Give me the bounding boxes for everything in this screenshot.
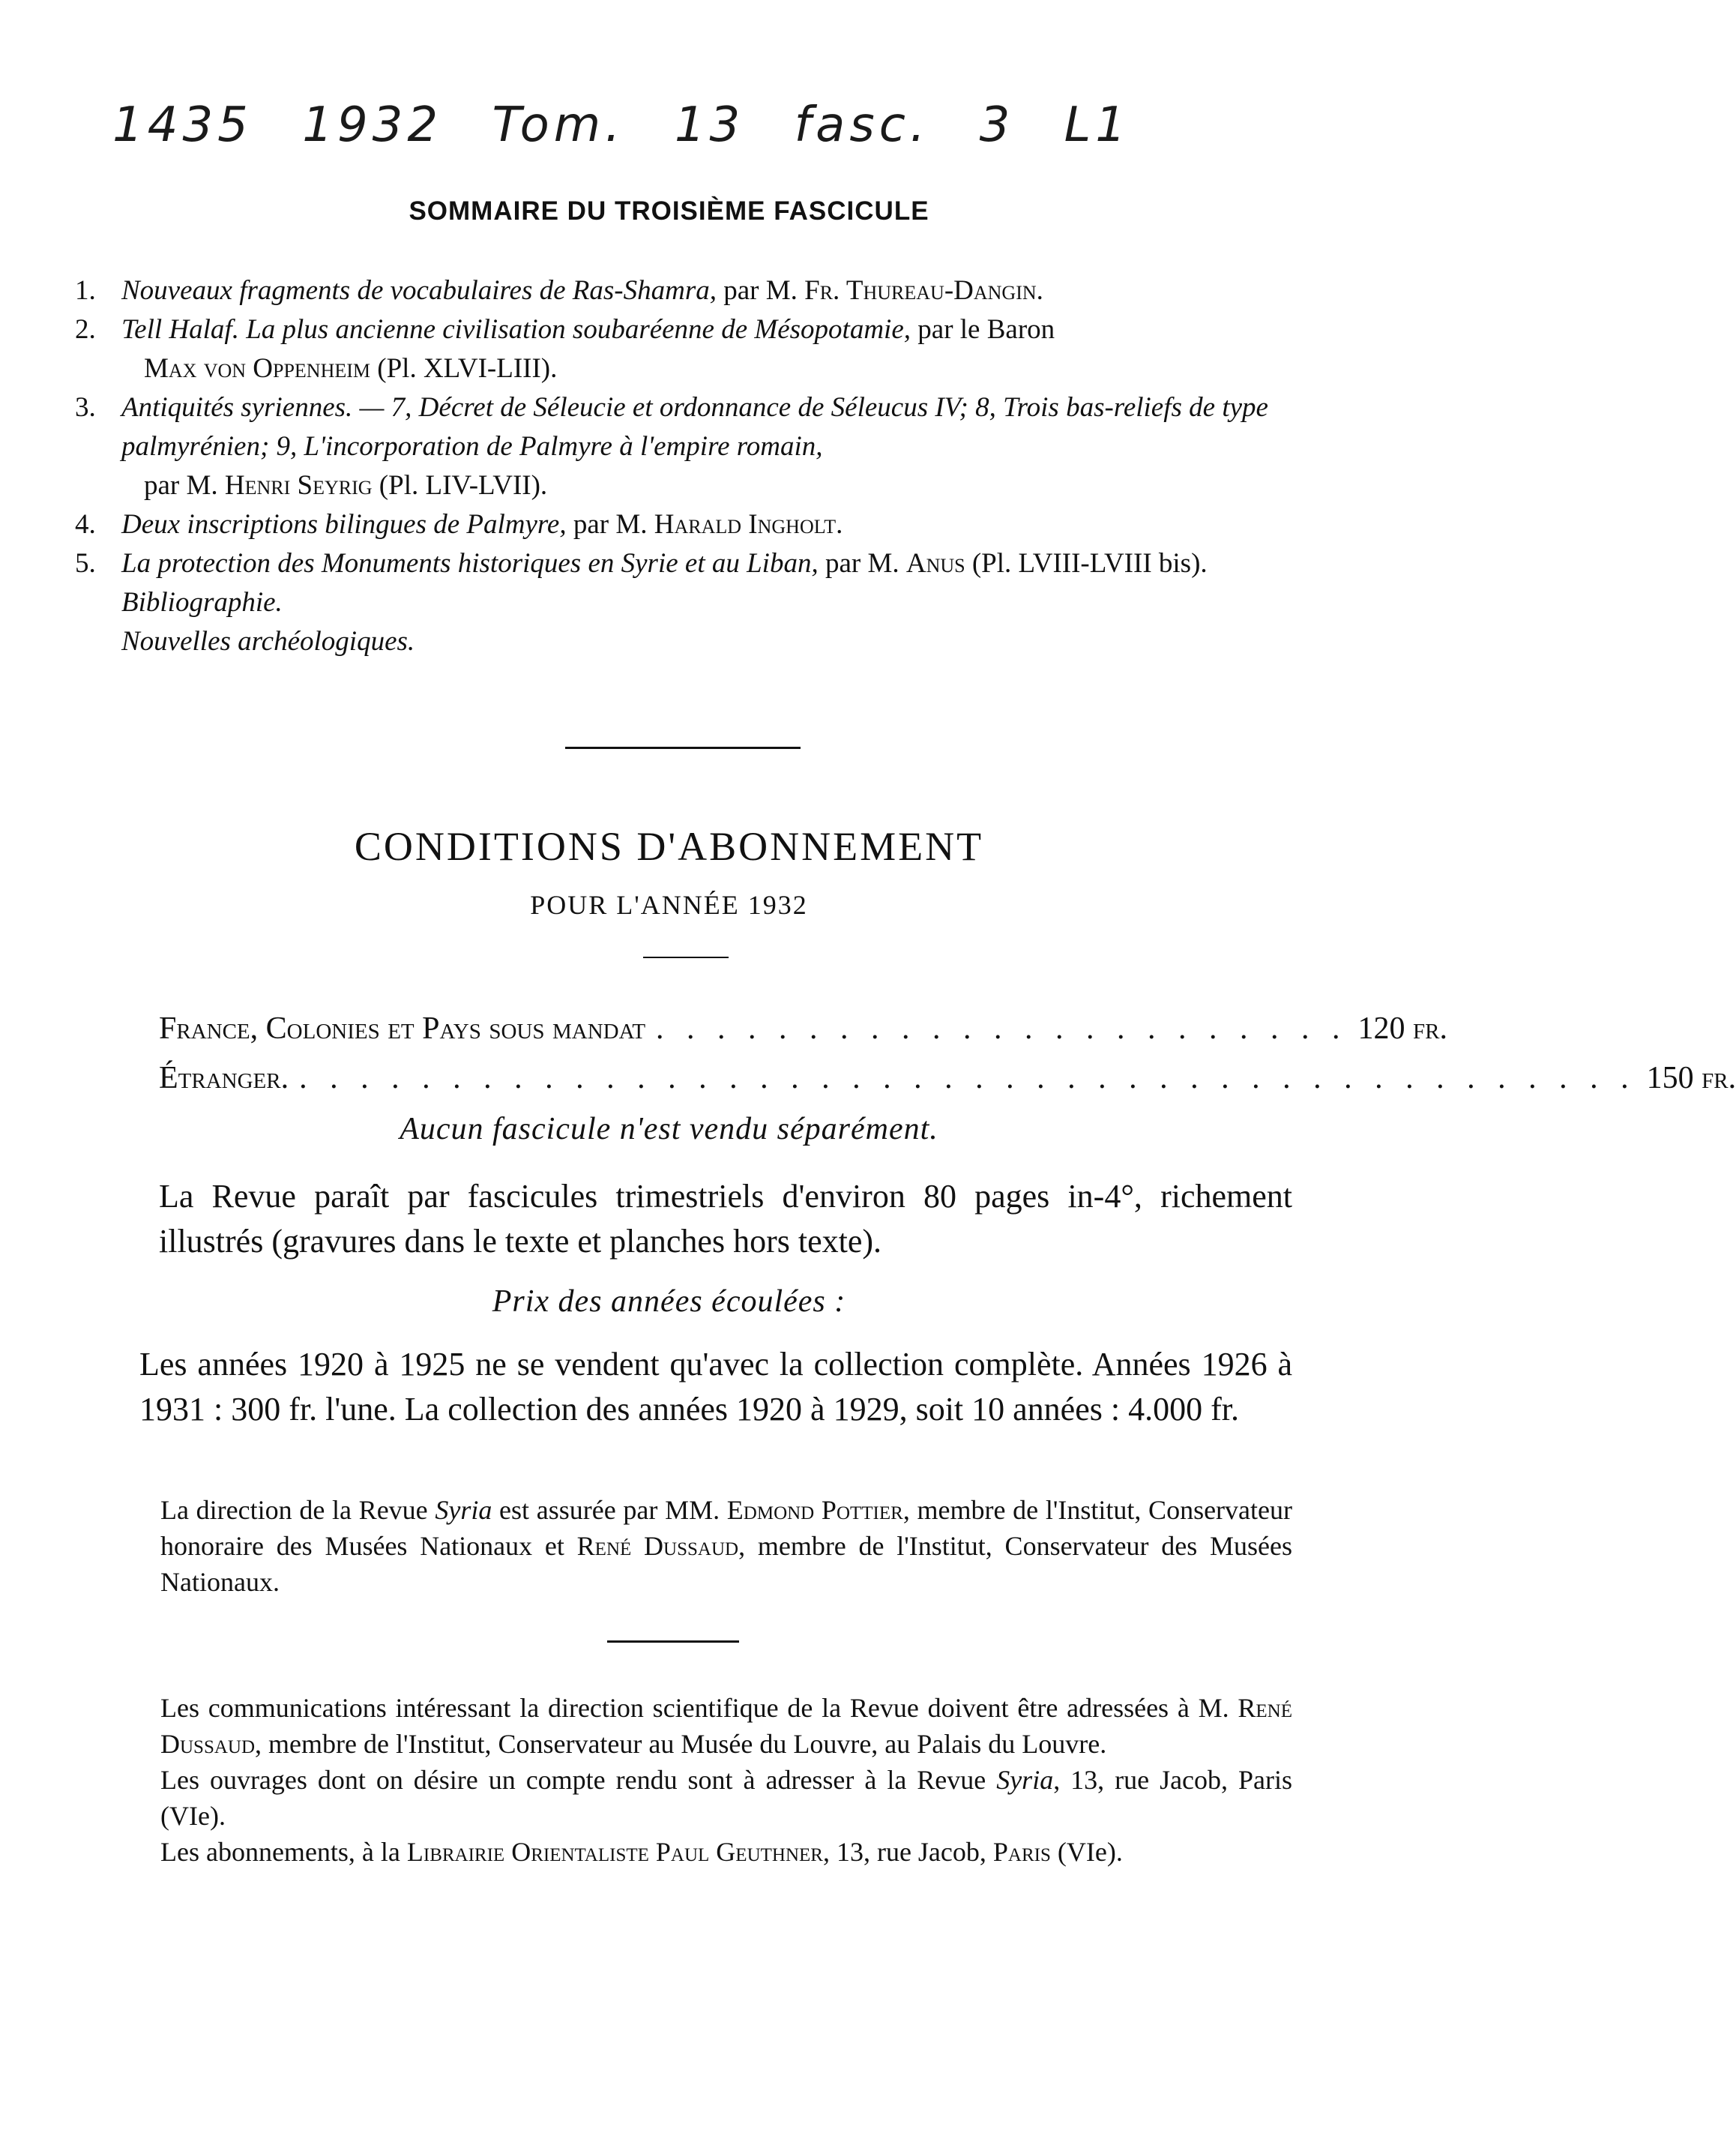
single-issue-notice: Aucun fascicule n'est vendu séparément. [400,1112,938,1146]
toc-item-by: par M. [144,470,225,501]
table-of-contents [75,271,1297,661]
person-name: Edmond Pottier [726,1495,903,1525]
journal-name: Syria [435,1495,492,1525]
toc-extra [75,622,1297,661]
paragraph-text: Les années 1920 à 1925 ne se vendent qu'avec la collection complète. Années 1926 à 1931 : 300 fr. l'une. La collection des années 1920 à 1929, soit 10 années : 4.000 fr. [139,1346,1292,1428]
text-span: est assurée par MM. [492,1495,727,1525]
past-years-heading: Prix des années écoulées : [492,1284,846,1319]
text-span: Les communications intéressant la direction scientifique de la Revue doivent être adressées à M. [160,1693,1238,1723]
paragraph-text [85,1834,1292,1870]
text-span: , membre de l'Institut, Conservateur honoraire des Musées Nationaux et [160,1495,1292,1561]
city-name: Paris [992,1837,1051,1867]
text-span: , 13, rue Jacob, Paris (VIe). [160,1765,1293,1831]
toc-item-title: Antiquités syriennes. — 7, Décret de Séleucie et ordonnance de Séleucus IV; 8, Trois bas-reliefs de type palmyrénien; 9, L'incorporation de Palmyre à l'empire romain, [121,392,1268,462]
text-span: , 13, rue Jacob, [822,1837,993,1867]
toc-item-extra: (Pl. XLVI-LIII). [370,353,558,384]
conditions-title: CONDITIONS D'ABONNEMENT [354,824,984,869]
toc-item-number: 1. [75,275,96,306]
section-divider [607,1640,739,1643]
price-label: Étranger. [159,1061,289,1095]
section-divider [565,747,801,749]
price-value: 150 fr. [1646,1061,1736,1095]
toc-item-extra: (Pl. LIV-LVII). [372,470,548,501]
toc-item-author: Anus [905,548,965,579]
price-label: France, Colonies et Pays sous mandat [159,1011,646,1046]
contact-paragraph [85,1690,1292,1870]
toc-item-number: 4. [75,509,96,540]
toc-extra-label: Nouvelles archéologiques. [121,626,415,657]
paragraph-text [85,1492,1292,1600]
conditions-subtitle: POUR L'ANNÉE 1932 [530,890,808,920]
toc-item-title: Deux inscriptions bilingues de Palmyre, [121,509,567,540]
toc-item [75,505,1297,544]
paragraph-text: La Revue paraît par fascicules trimestriels d'environ 80 pages in-4°, richement illustrés (gravures dans le texte et planches hors texte). [159,1178,1292,1260]
publication-paragraph [85,1174,1292,1264]
toc-item-title: Nouveaux fragments de vocabulaires de Ras-Shamra, [121,275,717,306]
toc-item-extra: (Pl. LVIII-LVIII bis). [965,548,1208,579]
toc-item-title: Tell Halaf. La plus ancienne civilisation soubaréenne de Mésopotamie, [121,314,911,345]
person-name: René Dussaud [160,1693,1292,1759]
toc-item-title: La protection des Monuments historiques en Syrie et au Liban, [121,548,819,579]
section-divider [643,957,729,958]
toc-item [75,310,1297,388]
toc-item-by: par M. [818,548,906,579]
person-name: René Dussaud [576,1531,739,1561]
toc-item-number: 5. [75,548,96,579]
toc-item [75,544,1297,583]
leader-dots: . . . . . . . . . . . . . . . . . . . . . . . [656,1011,1348,1046]
text-span: Les abonnements, à la [160,1837,407,1867]
price-row-foreign [159,1060,1736,1096]
toc-item [75,271,1297,310]
price-row-france [159,1011,1448,1047]
direction-paragraph [85,1492,1292,1600]
text-span: , membre de l'Institut, Conservateur des Musées Nationaux. [160,1531,1292,1597]
toc-item-author: Henri Seyrig [224,470,373,501]
toc-item-number: 2. [75,314,96,345]
toc-item-by: par le Baron [911,314,1055,345]
toc-item-author: Max von Oppenheim [144,353,371,384]
text-span: (VIe). [1050,1837,1123,1867]
paragraph-text [85,1762,1292,1834]
paragraph-text [85,1690,1292,1762]
text-span: La direction de la Revue [160,1495,435,1525]
leader-dots: . . . . . . . . . . . . . . . . . . . . . . . . . . . . . . . . . . . . . . . . . . . . [299,1061,1636,1095]
toc-item-author: Harald Ingholt. [654,509,843,540]
past-years-paragraph [85,1342,1292,1432]
toc-extra [75,583,1297,622]
publisher-name: Librairie Orientaliste Paul Geuthner [406,1837,823,1867]
journal-name: Syria [996,1765,1054,1795]
toc-extra-label: Bibliographie. [121,587,283,618]
text-span: , membre de l'Institut, Conservateur au Musée du Louvre, au Palais du Louvre. [255,1729,1107,1759]
summary-heading: SOMMAIRE DU TROISIÈME FASCICULE [409,196,929,226]
toc-item-by: par M. [566,509,654,540]
text-span: Les ouvrages dont on désire un compte rendu sont à adresser à la Revue [160,1765,997,1795]
toc-item-by: par M. [716,275,805,306]
price-value: 120 fr. [1357,1011,1448,1046]
handwritten-archive-note: 1435 1932 Tom. 13 fasc. 3 L1 [112,97,1130,153]
toc-item-author: Fr. Thureau-Dangin. [804,275,1043,306]
toc-item-number: 3. [75,392,96,423]
toc-item [75,388,1297,505]
